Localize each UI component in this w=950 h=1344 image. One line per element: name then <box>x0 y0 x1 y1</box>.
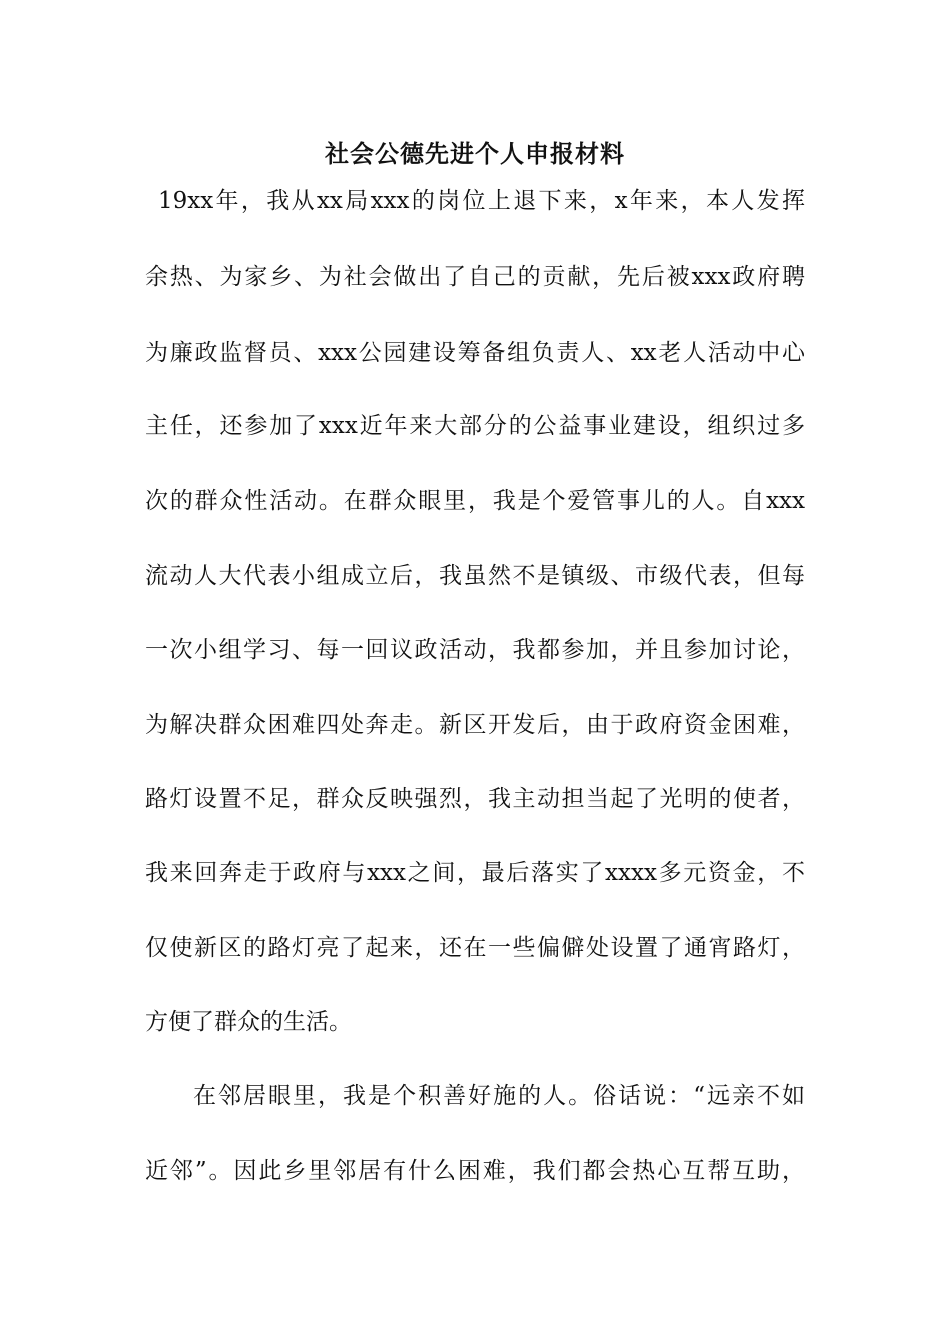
paragraph-line: 一次小组学习、每一回议政活动，我都参加，并且参加讨论， <box>145 637 805 663</box>
paragraph-line: 为解决群众困难四处奔走。新区开发后，由于政府资金困难， <box>145 712 805 738</box>
paragraph-line: 19xx年，我从xx局xxx的岗位上退下来，x年来，本人发挥 <box>158 188 805 214</box>
paragraph-line: 余热、为家乡、为社会做出了自己的贡献，先后被xxx政府聘 <box>145 264 805 290</box>
paragraph-line: 我来回奔走于政府与xxx之间，最后落实了xxxx多元资金，不 <box>145 860 805 886</box>
paragraph-line: 次的群众性活动。在群众眼里，我是个爱管事儿的人。自xxx <box>145 488 805 514</box>
paragraph-line: 方便了群众的生活。 <box>145 1009 352 1035</box>
paragraph-line: 主任，还参加了xxx近年来大部分的公益事业建设，组织过多 <box>145 413 805 439</box>
paragraph-line: 近邻”。因此乡里邻居有什么困难，我们都会热心互帮互助， <box>145 1158 805 1184</box>
paragraph-line: 路灯设置不足，群众反映强烈，我主动担当起了光明的使者， <box>145 786 805 812</box>
paragraph-line: 在邻居眼里，我是个积善好施的人。俗话说：“远亲不如 <box>193 1083 805 1109</box>
paragraph-line: 为廉政监督员、xxx公园建设筹备组负责人、xx老人活动中心 <box>145 340 805 366</box>
document-title: 社会公德先进个人申报材料 <box>325 140 625 168</box>
paragraph-line: 流动人大代表小组成立后，我虽然不是镇级、市级代表，但每 <box>145 563 805 589</box>
paragraph-line: 仅使新区的路灯亮了起来，还在一些偏僻处设置了通宵路灯， <box>145 935 805 961</box>
